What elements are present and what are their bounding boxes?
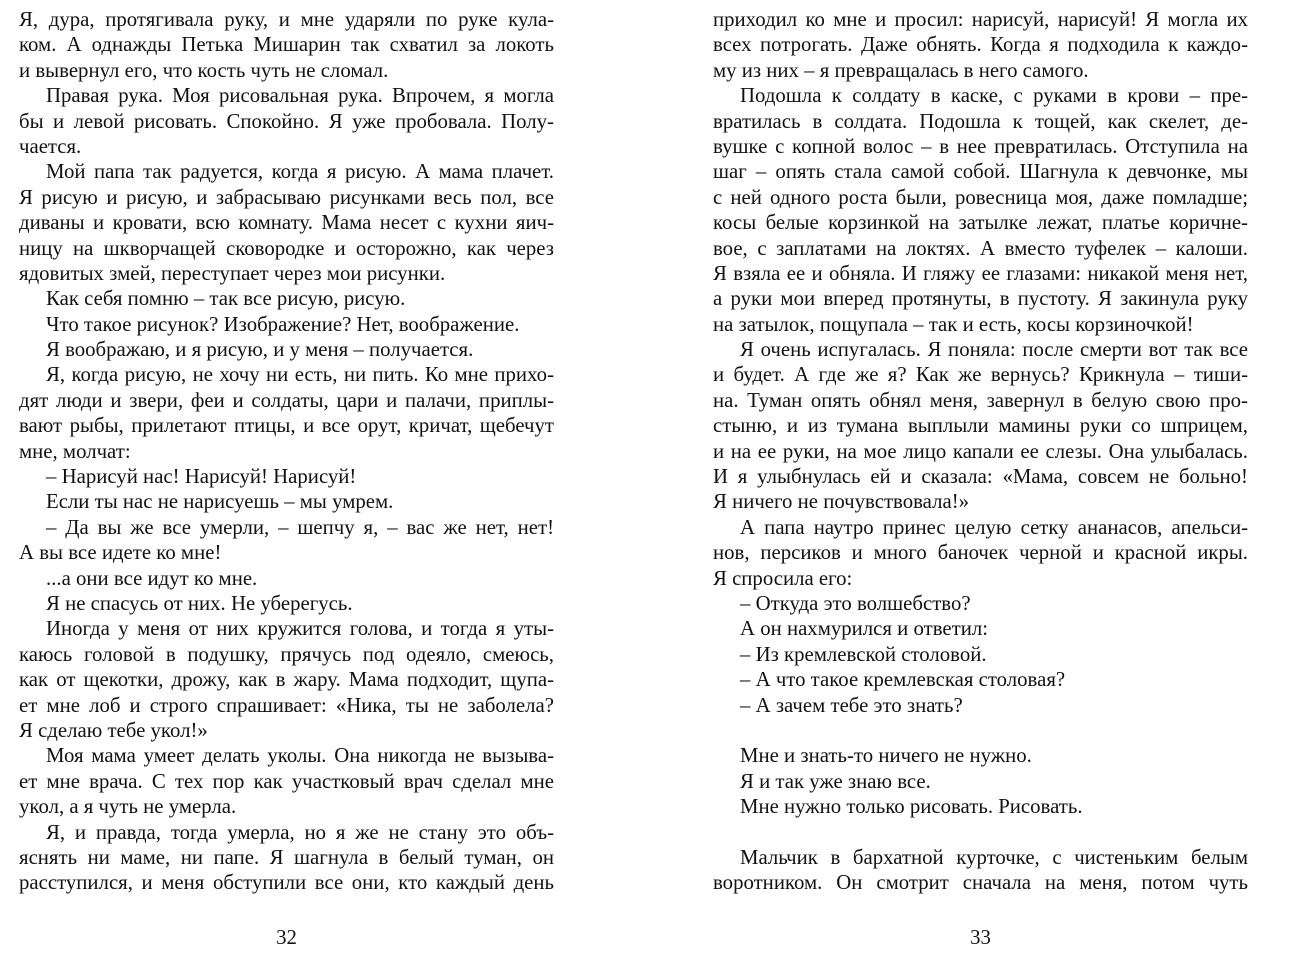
text-line: ет мне лоб и строго спрашивает: «Ника, ты не заболела? xyxy=(19,693,554,717)
text-line: ...а они все идут ко мне. xyxy=(46,566,258,590)
text-line: каюсь головой в подушку, прячусь под одеяло, смеюсь, xyxy=(19,642,554,666)
text-line: бы и левой рисовать. Спокойно. Я уже пробовала. Полу- xyxy=(19,109,554,133)
text-line: косы белые корзинкой на затылке лежат, платье коричне- xyxy=(713,211,1248,235)
text-line: Я рисую и рисую, и забрасываю рисунками весь пол, все xyxy=(19,185,554,209)
text-line: дят люди и звери, феи и солдаты, цари и палачи, приплы- xyxy=(19,388,554,412)
text-line: Я ничего не почувствовала!» xyxy=(713,490,970,514)
text-line: на. Туман опять обнял меня, завернул в белую свою про- xyxy=(713,388,1248,412)
text-line: приходил ко мне и просил: нарисуй, нарисуй! Я могла их xyxy=(713,8,1248,31)
text-line: Моя мама умеет делать уколы. Она никогда не вызыва- xyxy=(46,744,554,768)
text-line: мне, молчат: xyxy=(19,439,131,463)
text-line: Я не спасусь от них. Не уберегусь. xyxy=(46,591,353,615)
text-line: диваны и кровати, всю комнату. Мама несет с кухни яич- xyxy=(19,211,554,235)
text-line: укол, а я чуть не умерла. xyxy=(19,795,237,819)
text-line: Иногда у меня от них кружится голова, и тогда я уты- xyxy=(46,617,554,641)
text-line: Что такое рисунок? Изображение? Нет, воображение. xyxy=(46,312,520,336)
text-line: на затылок, пощупала – так и есть, косы корзиночкой! xyxy=(713,312,1194,336)
text-line: Я и так уже знаю все. xyxy=(740,769,931,793)
text-line: – Откуда это волшебство? xyxy=(740,591,971,615)
text-line: вратилась в солдата. Подошла к тощей, как скелет, де- xyxy=(713,109,1248,133)
text-line: вое, с заплатами на локтях. А вместо туфелек – калоши. xyxy=(713,236,1248,260)
text-line: му из них – я превращалась в него самого. xyxy=(713,58,1089,82)
text-line: а руки мои вперед протянуты, в пустоту. Я закинула руку xyxy=(713,287,1248,311)
text-line: расступился, и меня обступили все они, кто каждый день xyxy=(19,871,554,895)
text-line: Как себя помню – так все рисую, рисую. xyxy=(46,287,406,311)
right-page xyxy=(713,0,1248,955)
text-line: – Нарисуй нас! Нарисуй! Нарисуй! xyxy=(46,465,357,489)
text-line: и на ее руки, на мое лицо капали ее слезы. Она улыбалась. xyxy=(713,439,1248,463)
blank-line xyxy=(713,820,1248,845)
text-line: Я сделаю тебе укол!» xyxy=(19,718,208,742)
left-page xyxy=(19,0,554,955)
text-line: Я спросила его: xyxy=(713,566,853,590)
text-line: шаг – опять стала самой собой. Шагнула к девчонке, мы xyxy=(713,160,1248,184)
text-line: А папа наутро принес целую сетку ананасов, апельси- xyxy=(740,515,1248,539)
text-line: вушке с копной волос – в нее превратилась. Отступила на xyxy=(713,134,1248,158)
text-line: Я очень испугалась. Я поняла: после смерти вот так все xyxy=(740,338,1248,362)
blank-line xyxy=(713,718,1248,743)
text-line: воротником. Он смотрит сначала на меня, потом чуть xyxy=(713,871,1248,895)
text-line: Я, дура, протягивала руку, и мне ударяли по руке кула- xyxy=(19,8,554,31)
text-line: как от щекотки, дрожу, как в жару. Мама подходит, щупа- xyxy=(19,668,554,692)
left-page-text xyxy=(19,7,554,896)
text-line: – Из кремлевской столовой. xyxy=(740,642,987,666)
text-line: Я, и правда, тогда умерла, но я же не стану это объ- xyxy=(46,820,554,844)
text-line: ет мне врача. С тех пор как участковый врач сделал мне xyxy=(19,769,554,793)
text-line: яснять ни маме, ни папе. Я шагнула в белый туман, он xyxy=(19,845,554,869)
text-line: ницу на шкворчащей сковородке и осторожно, как через xyxy=(19,236,554,260)
text-line: Подошла к солдату в каске, с руками в крови – пре- xyxy=(740,84,1248,108)
text-line: с ней одного роста были, ровесница моя, даже помладше; xyxy=(713,185,1248,209)
text-line: Если ты нас не нарисуешь – мы умрем. xyxy=(46,490,394,514)
text-line: Правая рука. Моя рисовальная рука. Впрочем, я могла xyxy=(46,84,554,108)
text-line: А он нахмурился и ответил: xyxy=(740,617,989,641)
text-line: чается. xyxy=(19,134,82,158)
text-line: вают рыбы, прилетают птицы, и все орут, кричат, щебечут xyxy=(19,414,554,438)
text-line: – А зачем тебе это знать? xyxy=(740,693,963,717)
text-line: всех потрогать. Даже обнять. Когда я подходила к каждо- xyxy=(713,33,1248,57)
text-line: ком. А однажды Петька Мишарин так схватил за локоть xyxy=(19,33,554,57)
text-line: Я воображаю, и я рисую, и у меня – получается. xyxy=(46,338,474,362)
right-page-text xyxy=(713,7,1248,896)
page-number: 32 xyxy=(276,926,297,949)
text-line: Я, когда рисую, не хочу ни есть, ни пить. Ко мне прихо- xyxy=(46,363,554,387)
text-line: и вывернул его, что кость чуть не сломал. xyxy=(19,58,389,82)
text-line: нов, персиков и много баночек черной и красной икры. xyxy=(713,541,1248,565)
text-line: Мне нужно только рисовать. Рисовать. xyxy=(740,795,1083,819)
text-line: Мальчик в бархатной курточке, с чистеньким белым xyxy=(740,845,1248,869)
text-line: Мой папа так радуется, когда я рисую. А мама плачет. xyxy=(46,160,554,184)
text-line: Мне и знать-то ничего не нужно. xyxy=(740,744,1032,768)
text-line: А вы все идете ко мне! xyxy=(19,541,222,565)
text-line: ядовитых змей, переступает через мои рисунки. xyxy=(19,261,446,285)
text-line: – А что такое кремлевская столовая? xyxy=(740,668,1066,692)
page-number: 33 xyxy=(970,926,991,949)
text-line: И я улыбнулась ей и сказала: «Мама, совсем не больно! xyxy=(713,465,1248,489)
text-line: Я взяла ее и обняла. И гляжу ее глазами: никакой меня нет, xyxy=(713,261,1248,285)
text-line: стыню, и из тумана выплыли мамины руки со шприцем, xyxy=(713,414,1248,438)
text-line: – Да вы же все умерли, – шепчу я, – вас же нет, нет! xyxy=(46,515,554,539)
text-line: и будет. А где же я? Как же вернусь? Крикнула – тиши- xyxy=(713,363,1248,387)
